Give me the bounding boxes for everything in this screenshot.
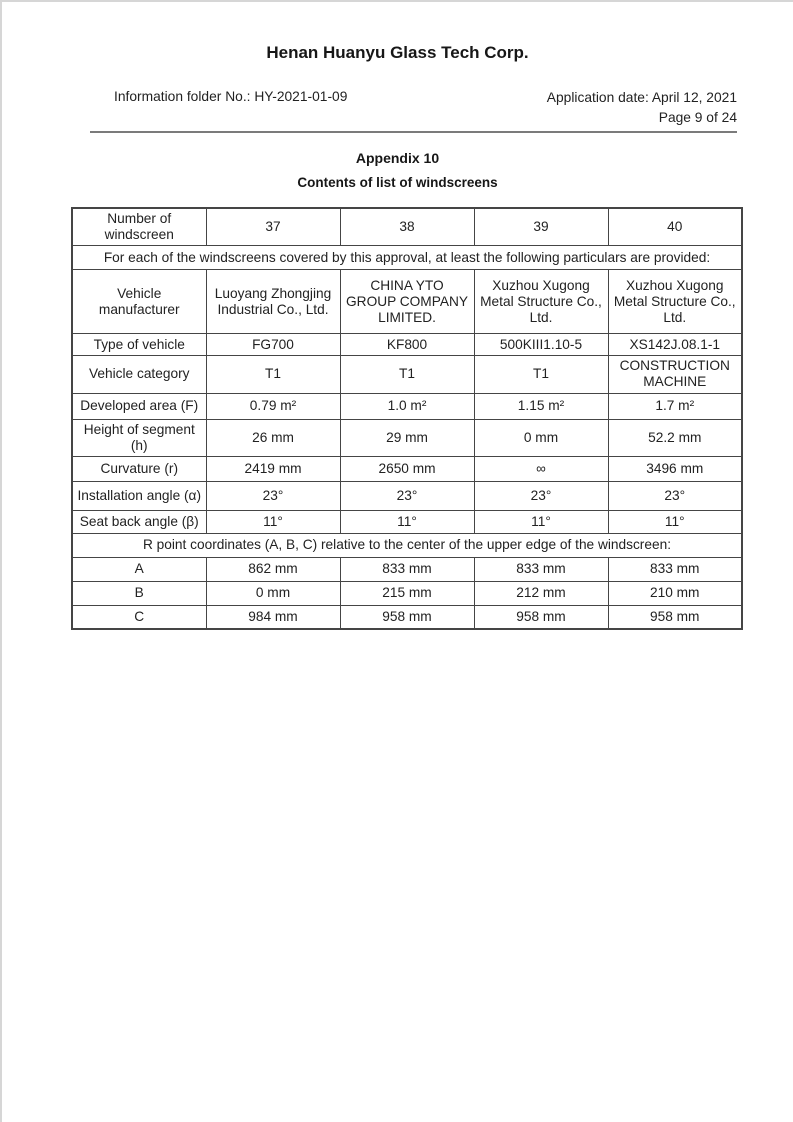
- page-number: Page 9 of 24: [658, 110, 737, 125]
- row-label: Vehicle manufacturer: [72, 270, 206, 334]
- table-row-vehicle-manufacturer: [72, 270, 742, 334]
- curvature-cell: 2650 mm: [340, 456, 474, 481]
- curvature-cell: ∞: [474, 456, 608, 481]
- info-folder-number: Information folder No.: HY-2021-01-09: [114, 89, 348, 104]
- row-label: Vehicle category: [72, 356, 206, 393]
- installation-angle-cell: 23°: [608, 481, 742, 510]
- curvature-cell: 2419 mm: [206, 456, 340, 481]
- coordinate-b-cell: 212 mm: [474, 581, 608, 605]
- windscreen-table: [71, 207, 743, 630]
- table-row-coordinate-c: [72, 605, 742, 629]
- application-date: Application date: April 12, 2021: [546, 90, 737, 105]
- table-row-installation-angle: [72, 481, 742, 510]
- vehicle-type-cell: KF800: [340, 334, 474, 356]
- windscreen-number-cell: 40: [608, 208, 742, 246]
- table-row-type-of-vehicle: [72, 334, 742, 356]
- table-row-vehicle-category: [72, 356, 742, 393]
- manufacturer-cell: Xuzhou Xugong Metal Structure Co., Ltd.: [474, 270, 608, 334]
- row-label: Number of windscreen: [72, 208, 206, 246]
- coordinate-b-cell: 210 mm: [608, 581, 742, 605]
- manufacturer-cell: CHINA YTO GROUP COMPANY LIMITED.: [340, 270, 474, 334]
- table-row-coordinate-a: [72, 557, 742, 581]
- table-row-number-of-windscreen: [72, 208, 742, 246]
- segment-height-cell: 26 mm: [206, 419, 340, 456]
- appendix-title: Appendix 10: [355, 150, 440, 166]
- seat-back-angle-cell: 11°: [206, 510, 340, 533]
- coordinate-a-cell: 833 mm: [474, 557, 608, 581]
- vehicle-category-cell: T1: [340, 356, 474, 393]
- table-row-height-of-segment: [72, 419, 742, 456]
- header-divider: [90, 131, 737, 133]
- vehicle-type-cell: FG700: [206, 334, 340, 356]
- row-label: C: [72, 605, 206, 629]
- document-header: [90, 88, 737, 133]
- rpoint-note: R point coordinates (A, B, C) relative to the center of the upper edge of the windscreen:: [72, 533, 742, 557]
- curvature-cell: 3496 mm: [608, 456, 742, 481]
- windscreen-number-cell: 38: [340, 208, 474, 246]
- manufacturer-cell: Luoyang Zhongjing Industrial Co., Ltd.: [206, 270, 340, 334]
- coordinate-a-cell: 862 mm: [206, 557, 340, 581]
- windscreen-number-cell: 37: [206, 208, 340, 246]
- coordinate-b-cell: 0 mm: [206, 581, 340, 605]
- row-label: Height of segment (h): [72, 419, 206, 456]
- row-label: Curvature (r): [72, 456, 206, 481]
- vehicle-category-cell: CONSTRUCTION MACHINE: [608, 356, 742, 393]
- row-label: Installation angle (α): [72, 481, 206, 510]
- vehicle-category-cell: T1: [474, 356, 608, 393]
- segment-height-cell: 52.2 mm: [608, 419, 742, 456]
- coordinate-c-cell: 984 mm: [206, 605, 340, 629]
- particulars-note: For each of the windscreens covered by this approval, at least the following particulars are provided:: [72, 246, 742, 270]
- table-row-coordinate-b: [72, 581, 742, 605]
- header-right: [547, 88, 737, 128]
- developed-area-cell: 1.0 m²: [340, 393, 474, 419]
- installation-angle-cell: 23°: [474, 481, 608, 510]
- developed-area-cell: 0.79 m²: [206, 393, 340, 419]
- row-label: B: [72, 581, 206, 605]
- installation-angle-cell: 23°: [340, 481, 474, 510]
- row-label: A: [72, 557, 206, 581]
- coordinate-c-cell: 958 mm: [340, 605, 474, 629]
- developed-area-cell: 1.7 m²: [608, 393, 742, 419]
- row-label: Type of vehicle: [72, 334, 206, 356]
- appendix-subtitle: Contents of list of windscreens: [297, 175, 498, 190]
- company-title: Henan Huanyu Glass Tech Corp.: [266, 43, 529, 62]
- seat-back-angle-cell: 11°: [608, 510, 742, 533]
- segment-height-cell: 0 mm: [474, 419, 608, 456]
- vehicle-type-cell: 500KIII1.10-5: [474, 334, 608, 356]
- header-row: [90, 88, 737, 128]
- seat-back-angle-cell: 11°: [474, 510, 608, 533]
- developed-area-cell: 1.15 m²: [474, 393, 608, 419]
- table-row-curvature: [72, 456, 742, 481]
- windscreen-number-cell: 39: [474, 208, 608, 246]
- table-row-developed-area: [72, 393, 742, 419]
- installation-angle-cell: 23°: [206, 481, 340, 510]
- vehicle-category-cell: T1: [206, 356, 340, 393]
- coordinate-c-cell: 958 mm: [474, 605, 608, 629]
- seat-back-angle-cell: 11°: [340, 510, 474, 533]
- coordinate-a-cell: 833 mm: [340, 557, 474, 581]
- vehicle-type-cell: XS142J.08.1-1: [608, 334, 742, 356]
- table-row-rpoint-note: [72, 533, 742, 557]
- coordinate-b-cell: 215 mm: [340, 581, 474, 605]
- coordinate-a-cell: 833 mm: [608, 557, 742, 581]
- table-row-seat-back-angle: [72, 510, 742, 533]
- row-label: Seat back angle (β): [72, 510, 206, 533]
- coordinate-c-cell: 958 mm: [608, 605, 742, 629]
- row-label: Developed area (F): [72, 393, 206, 419]
- manufacturer-cell: Xuzhou Xugong Metal Structure Co., Ltd.: [608, 270, 742, 334]
- table-row-particulars-note: [72, 246, 742, 270]
- segment-height-cell: 29 mm: [340, 419, 474, 456]
